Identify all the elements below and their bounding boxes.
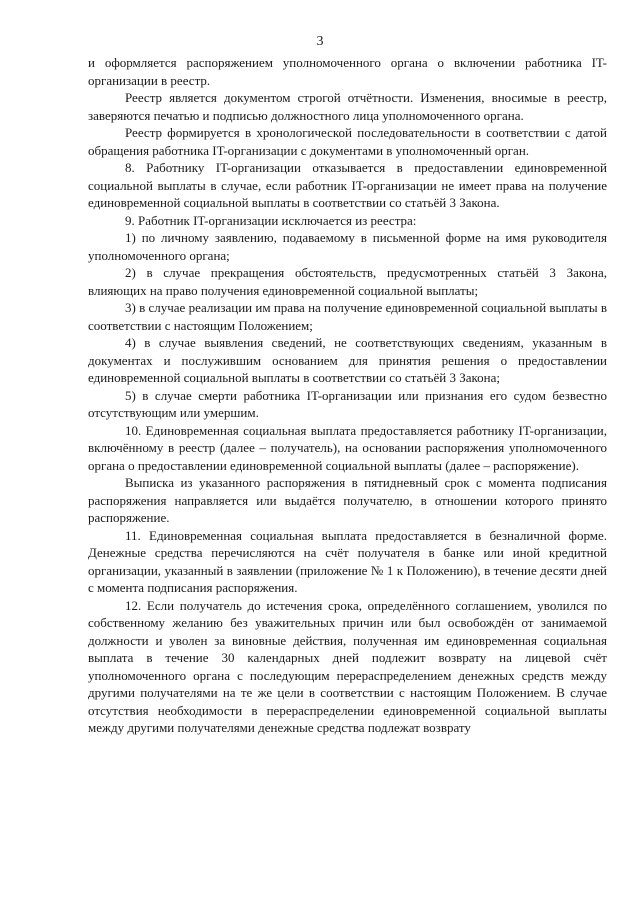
paragraph-item-9-4: 4) в случае выявления сведений, не соответствующих сведениям, указанным в документах и послужившим основанием для принятия решения о предоставлении единовременной социальной выплаты в соответствии со статьёй 3 Закона; bbox=[88, 335, 607, 385]
paragraph-item-9: 9. Работник IT-организации исключается из реестра: bbox=[125, 212, 417, 228]
paragraph-item-11: 11. Единовременная социальная выплата предоставляется в безналичной форме. Денежные средства перечисляются на счёт получателя в банке или иной кредитной организации, указанный в заявлении (приложение № 1 к Положению), в течение десяти дней с момента подписания распоряжения. bbox=[88, 527, 607, 595]
page-number: 3 bbox=[316, 34, 324, 49]
paragraph-item-10: 10. Единовременная социальная выплата предоставляется работнику IT-организации, включённому в реестр (далее – получатель), на основании распоряжения уполномоченного органа о предоставлении единовременной социальной выплаты (далее – распоряжение). bbox=[88, 422, 607, 473]
paragraph-item-9-3: 3) в случае реализации им права на получение единовременной социальной выплаты в соответствии с настоящим Положением; bbox=[88, 300, 607, 333]
paragraph-item-8: 8. Работнику IT-организации отказывается в предоставлении единовременной социальной выплаты в случае, если работник IT-организации не имеет права на получение единовременной социальной выплаты в соответствии со статьёй 3 Закона. bbox=[88, 160, 607, 210]
paragraph-item-9-1: 1) по личному заявлению, подаваемому в письменной форме на имя руководителя уполномоченного органа; bbox=[88, 230, 607, 263]
paragraph-registry-strict: Реестр является документом строгой отчётности. Изменения, вносимые в реестр, заверяются печатью и подписью должностного лица уполномоченного органа. bbox=[88, 90, 607, 123]
paragraph-item-9-5: 5) в случае смерти работника IT-организации или признания его судом безвестно отсутствующим или умершим. bbox=[88, 387, 607, 420]
document-body bbox=[88, 54, 607, 737]
paragraph-registry-chronology: Реестр формируется в хронологической последовательности в соответствии с датой обращения работника IT-организации с документами в уполномоченный орган. bbox=[88, 125, 607, 158]
paragraph-continuation: и оформляется распоряжением уполномоченного органа о включении работника IT-организации в реестр. bbox=[88, 55, 607, 88]
paragraph-item-12: 12. Если получатель до истечения срока, определённого соглашением, уволился по собственному желанию без уважительных причин или был освобождён от занимаемой должности и уволен за виновные действия, полученная им единовременная социальная выплата в течение 30 календарных дней подлежит возврату на лицевой счёт уполномоченного органа с последующим перераспределением денежных средств между другими получателями на те же цели в соответствии с настоящим Положением. В случае отсутствия необходимости в перераспределении единовременной социальной выплаты между другими получателями денежные средства подлежат возврату bbox=[88, 597, 607, 735]
paragraph-item-9-2: 2) в случае прекращения обстоятельств, предусмотренных статьёй 3 Закона, влияющих на право получения единовременной социальной выплаты; bbox=[88, 265, 607, 298]
paragraph-item-10-extract: Выписка из указанного распоряжения в пятидневный срок с момента подписания распоряжения направляется или выдаётся получателю, в отношении которого принято распоряжение. bbox=[88, 475, 607, 525]
